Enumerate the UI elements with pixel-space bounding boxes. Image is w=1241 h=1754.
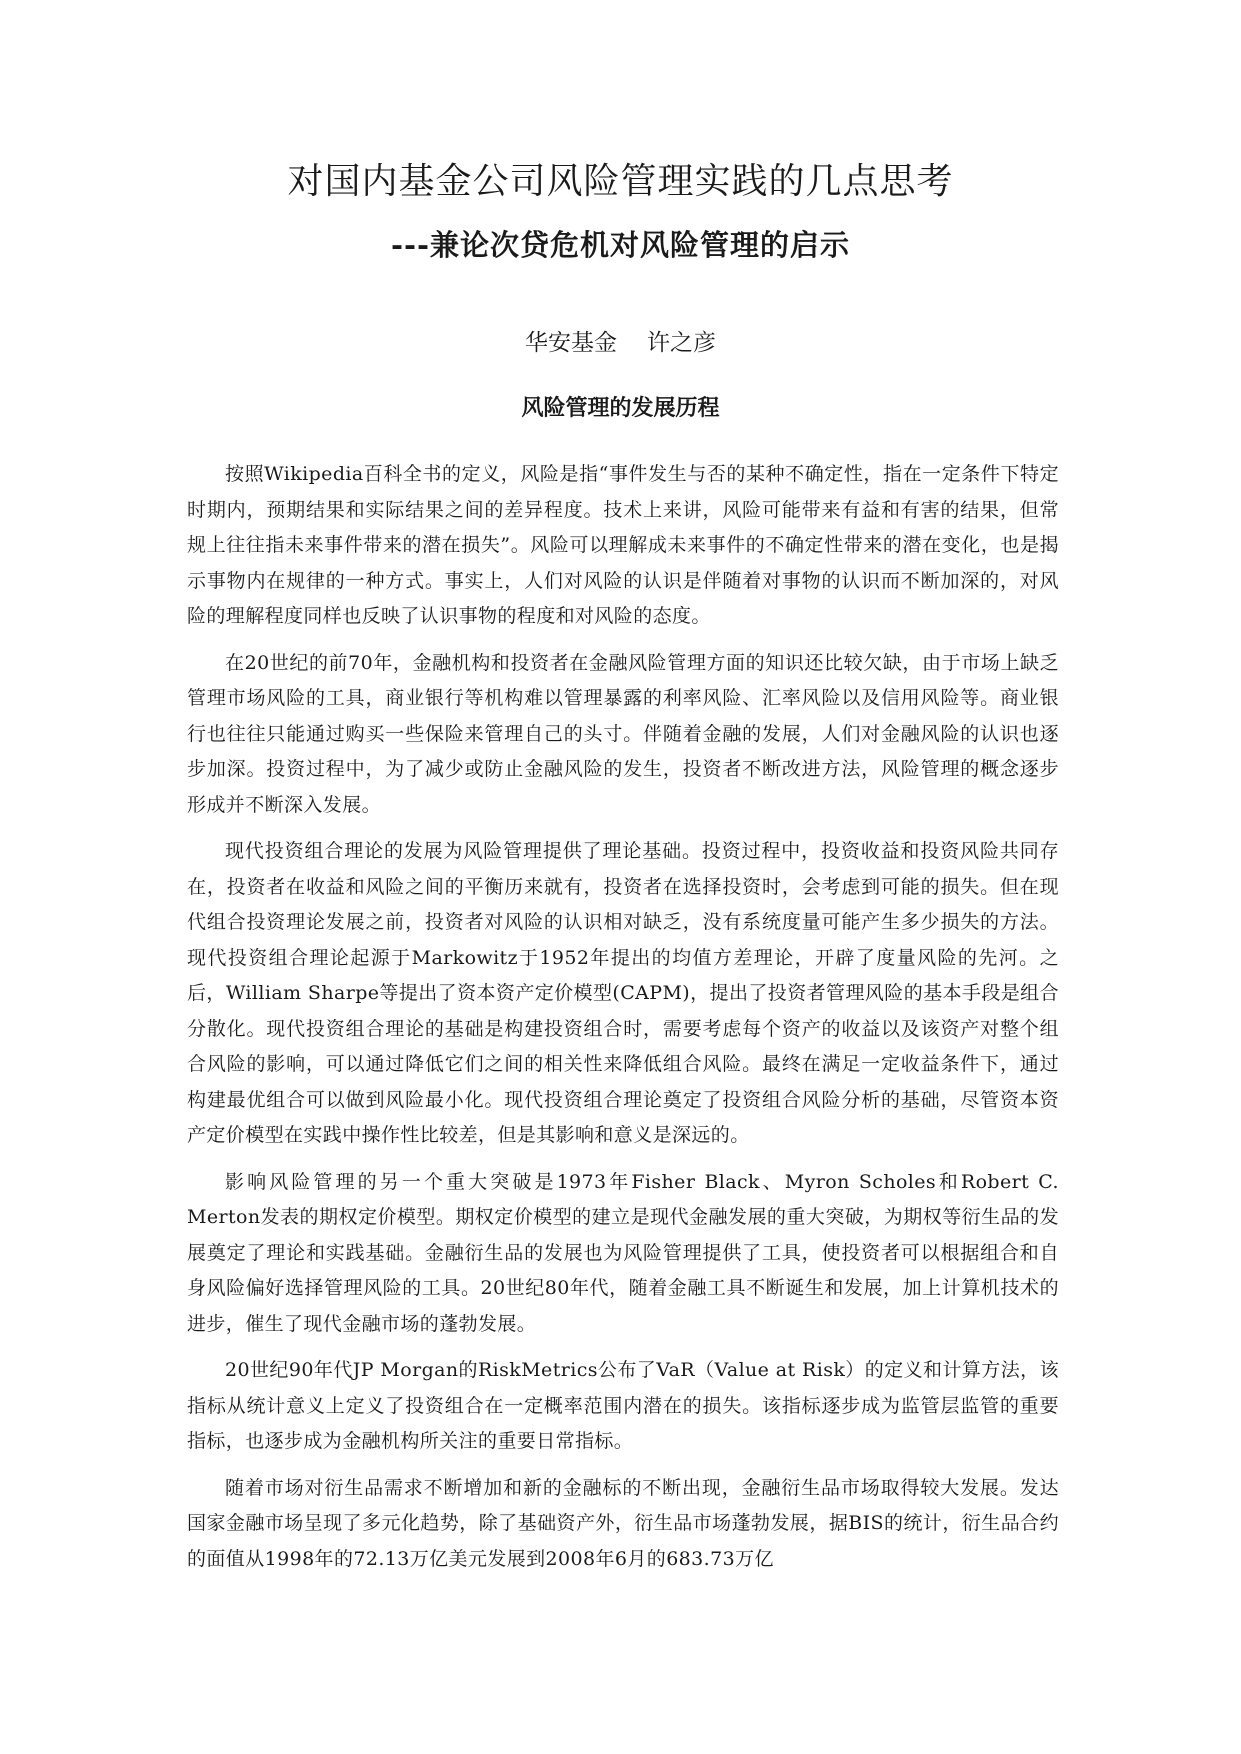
paragraph-4: 影响风险管理的另一个重大突破是1973年Fisher Black、Myron Scholes和Robert C. Merton发表的期权定价模型。期权定价模型的建立是现代金融发展的重大突破，为期权等衍生品的发展奠定了理论和实践基础。金融衍生品的发展也为风险管理提供了工具，使投资者可以根据组合和自身风险偏好选择管理风险的工具。20世纪80年代，随着金融工具不断诞生和发展，加上计算机技术的进步，催生了现代金融市场的蓬勃发展。 — [187, 1170, 1059, 1335]
paragraph-2: 在20世纪的前70年，金融机构和投资者在金融风险管理方面的知识还比较欠缺，由于市场上缺乏管理市场风险的工具，商业银行等机构难以管理暴露的利率风险、汇率风险以及信用风险等。商业银行也往往只能通过购买一些保险来管理自己的头寸。伴随着金融的发展，人们对金融风险的认识也逐步加深。投资过程中，为了减少或防止金融风险的发生，投资者不断改进方法，风险管理的概念逐步形成并不断深入发展。 — [187, 651, 1059, 816]
paragraph-5: 20世纪90年代JP Morgan的RiskMetrics公布了VaR（Value at Risk）的定义和计算方法，该指标从统计意义上定义了投资组合在一定概率范围内潜在的损失。该指标逐步成为监管层监管的重要指标，也逐步成为金融机构所关注的重要日常指标。 — [187, 1359, 1059, 1452]
paragraph-1: 按照Wikipedia百科全书的定义，风险是指“事件发生与否的某种不确定性，指在一定条件下特定时期内，预期结果和实际结果之间的差异程度。技术上来讲，风险可能带来有益和有害的结果，但常规上往往指未来事件带来的潜在损失”。风险可以理解成未来事件的不确定性带来的潜在变化，也是揭示事物内在规律的一种方式。事实上，人们对风险的认识是伴随着对事物的认识而不断加深的，对风险的理解程度同样也反映了认识事物的程度和对风险的态度。 — [187, 463, 1059, 627]
document-subtitle: ---兼论次贷危机对风险管理的启示 — [390, 228, 851, 262]
paragraph-6: 随着市场对衍生品需求不断增加和新的金融标的不断出现，金融衍生品市场取得较大发展。发达国家金融市场呈现了多元化趋势，除了基础资产外，衍生品市场蓬勃发展，据BIS的统计，衍生品合约的面值从1998年的72.13万亿美元发展到2008年6月的683.73万亿 — [187, 1476, 1059, 1570]
document-title: 对国内基金公司风险管理实践的几点思考 — [287, 161, 954, 202]
section-heading: 风险管理的发展历程 — [521, 396, 720, 421]
paragraph-3: 现代投资组合理论的发展为风险管理提供了理论基础。投资过程中，投资收益和投资风险共同存在，投资者在收益和风险之间的平衡历来就有，投资者在选择投资时，会考虑到可能的损失。但在现代组合投资理论发展之前，投资者对风险的认识相对缺乏，没有系统度量可能产生多少损失的方法。现代投资组合理论起源于Markowitz于1952年提出的均值方差理论，开辟了度量风险的先河。之后，William Sharpe等提出了资本资产定价模型(CAPM)，提出了投资者管理风险的基本手段是组合分散化。现代投资组合理论的基础是构建投资组合时，需要考虑每个资产的收益以及该资产对整个组合风险的影响，可以通过降低它们之间的相关性来降低组合风险。最终在满足一定收益条件下，通过构建最优组合可以做到风险最小化。现代投资组合理论奠定了投资组合风险分析的基础，尽管资本资产定价模型在实践中操作性比较差，但是其影响和意义是深远的。 — [187, 840, 1059, 1146]
author-name: 许之彦 — [647, 330, 716, 356]
author-line — [0, 327, 1241, 359]
author-organization: 华安基金 — [525, 330, 617, 356]
document-body — [187, 457, 1059, 1588]
